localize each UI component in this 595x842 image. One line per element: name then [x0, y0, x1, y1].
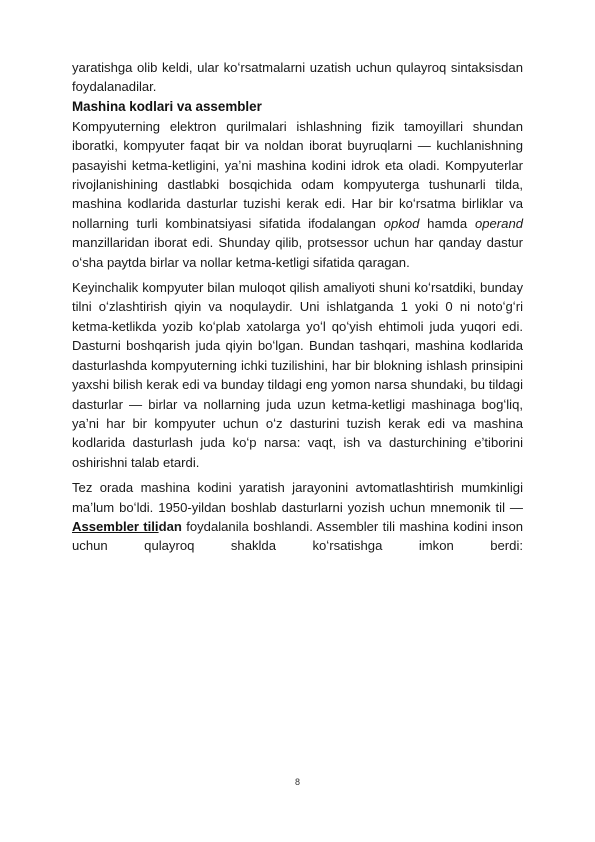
paragraph-machine-code — [72, 117, 523, 272]
page-number: 8 — [294, 777, 300, 787]
para1-text-after: manzillaridan iborat edi. Shunday qilib, protsessor uchun har qanday dastur oʻsha paytda birlar va nollar ketma-ketligi sifatida qaragan. — [72, 235, 523, 270]
assembler-link-suffix: dan — [158, 518, 182, 534]
para1-text-before: Kompyuterning elektron qurilmalari ishlashning fizik tamoyillari shundan iboratki, kompyuter faqat bir va noldan iborat buyruqlarni — kuchlanishning pasayishi ketma-ketligini, yaʼni mashina kodini idrok eta oladi. Kompyuterlar rivojlanishining dastlabki bosqichida odam kompyuterga tushunarli tilda, mashina kodlarida dasturlar tuzishi kerak edi. Har bir koʻrsatma birliklar va nollarning turli kombinatsiyasi sifatida ifodalangan — [72, 118, 523, 231]
assembler-link[interactable]: Assembler tili — [72, 518, 159, 534]
para1-text-middle: hamda — [419, 215, 475, 231]
term-operand: operand — [474, 215, 524, 231]
para3-text-before: Tez orada mashina kodini yaratish jarayonini avtomatlashtirish mumkinligi maʼlum boʻldi. 1950-yildan boshlab dasturlarni yozish uchun mnemonik til — — [72, 480, 523, 515]
intro-paragraph: yaratishga olib keldi, ular koʻrsatmalarni uzatish uchun qulayroq sintaksisdan foydalanadilar. — [72, 60, 523, 95]
term-opkod: opkod — [383, 215, 420, 231]
para3-text-after: foydalanila boshlandi. Assembler tili mashina kodini inson uchun qulayroq shaklda koʻrsatishga imkon berdi: — [72, 518, 524, 554]
document-page — [72, 58, 523, 556]
paragraph-difficulties: Keyinchalik kompyuter bilan muloqot qilish amaliyoti shuni koʻrsatdiki, bunday tilni oʻzlashtirish qiyin va noqulaydir. Uni ishlatganda 1 yoki 0 ni notoʻgʻri ketma-ketlikda yozib koʻplab xatolarga yoʻl qoʻyish ehtimoli juda yuqori edi. Dasturni boshqarish juda qiyin boʻlgan. Bundan tashqari, mashina kodlarida dasturlashda kompyuterning ichki tuzilishini, har bir blokning ishlash prinsipini yaxshi bilish kerak edi va bunday tildagi eng yomon narsa shundaki, bu tildagi dasturlar — birlar va nollarning juda uzun ketma-ketligi mashinaga bogʻliq, yaʼni har bir kompyuter uchun oʻz dasturini tuzish kerak edi va mashina kodlarida dasturlash juda koʻp narsa: vaqt, ish va dasturchining eʼtiborini oshirishni talab etardi. — [72, 280, 523, 470]
paragraph-assembler — [72, 478, 523, 556]
section-heading: Mashina kodlari va assembler — [72, 98, 262, 114]
